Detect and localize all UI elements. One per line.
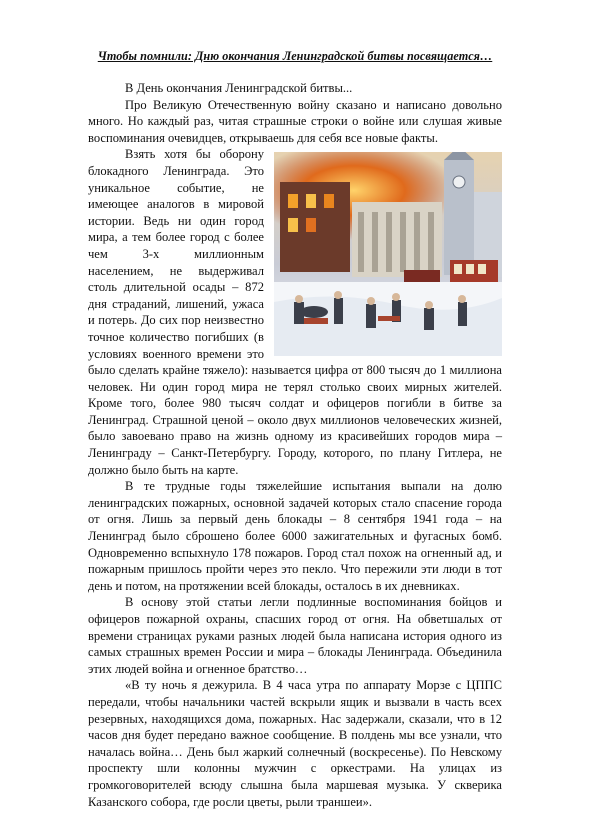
paragraph-3: Взять хотя бы оборону блокадного Ленинграда. Это уникальное событие, не имеющее аналогов в мировой истории. Ведь ни один город мира, а тем более город с более чем 3-х миллионным населением, не выдерживал столь длительной осады – 872 дня страданий, лишений, ужаса и потерь. До сих пор неизвестно точное количество погибших (в условиях военного времени это было сделать крайне тяжело): называется цифра от 800 тысяч до 1 миллиона человек. Ни один город мира не терял столько своих мирных жителей. Кроме того, более 980 тысяч солдат и офицеров погибли в битве за Ленинград. Страшной ценой – около двух миллионов человеческих жизней, было завоевано право на жизнь одному из красивейших городов мира – Ленинграду – Санкт-Петербургу. Городу, которого, по плану Гитлера, не должно было быть на карте. <box>88 147 502 477</box>
article-title: Чтобы помнили: Дню окончания Ленинградской битвы посвящается… <box>97 49 493 63</box>
paragraph-2: Про Великую Отечественную войну сказано и написано довольно много. Но каждый раз, читая страшные строки о войне или слушая живые воспоминания очевидцев, открываешь для себя все новые факты. <box>88 97 502 145</box>
paragraph-1: В День окончания Ленинградской битвы... <box>125 81 353 95</box>
paragraph-5: В основу этой статьи легли подлинные воспоминания бойцов и офицеров пожарной охраны, спасших город от огня. На обветшалых от времени страницах руками разных людей была написана история одного из самых страшных времен России и мира – блокады Ленинграда. Объединила этих людей война и огненное братство… <box>88 595 502 676</box>
article <box>88 48 502 810</box>
paragraph-4: В те трудные годы тяжелейшие испытания выпали на долю ленинградских пожарных, основной задачей которых стало спасение города от огня. Лишь за первый день блокады – 8 сентября 1941 года – на Ленинград было сброшено более 6000 зажигательных и фугасных бомб. Одновременно вспыхнуло 178 пожаров. Город стал похож на огненный ад, и пожарным пришлось пройти через это пекло. Что пережили эти люди в тот день и потом, на протяжении всей блокады, осталось в их дневниках. <box>88 479 502 593</box>
paragraph-6: «В ту ночь я дежурила. В 4 часа утра по аппарату Морзе с ЦППС передали, чтобы начальники частей вскрыли ящик и вызвали в часть всех резервных, находящихся дома, пожарных. Нас задержали, сказали, что в 12 часов дня будет передано важное сообщение. В полдень мы все узнали, что началась война… День был жаркий солнечный (воскресенье). По Невскому проспекту шли колонны мужчин с оркестрами. На улицах из громкоговорителей всюду слышна была маршевая музыка. У скверика Казанского собора, где росли цветы, рыли траншеи». <box>88 678 502 809</box>
blockade-painting-image <box>274 152 502 356</box>
